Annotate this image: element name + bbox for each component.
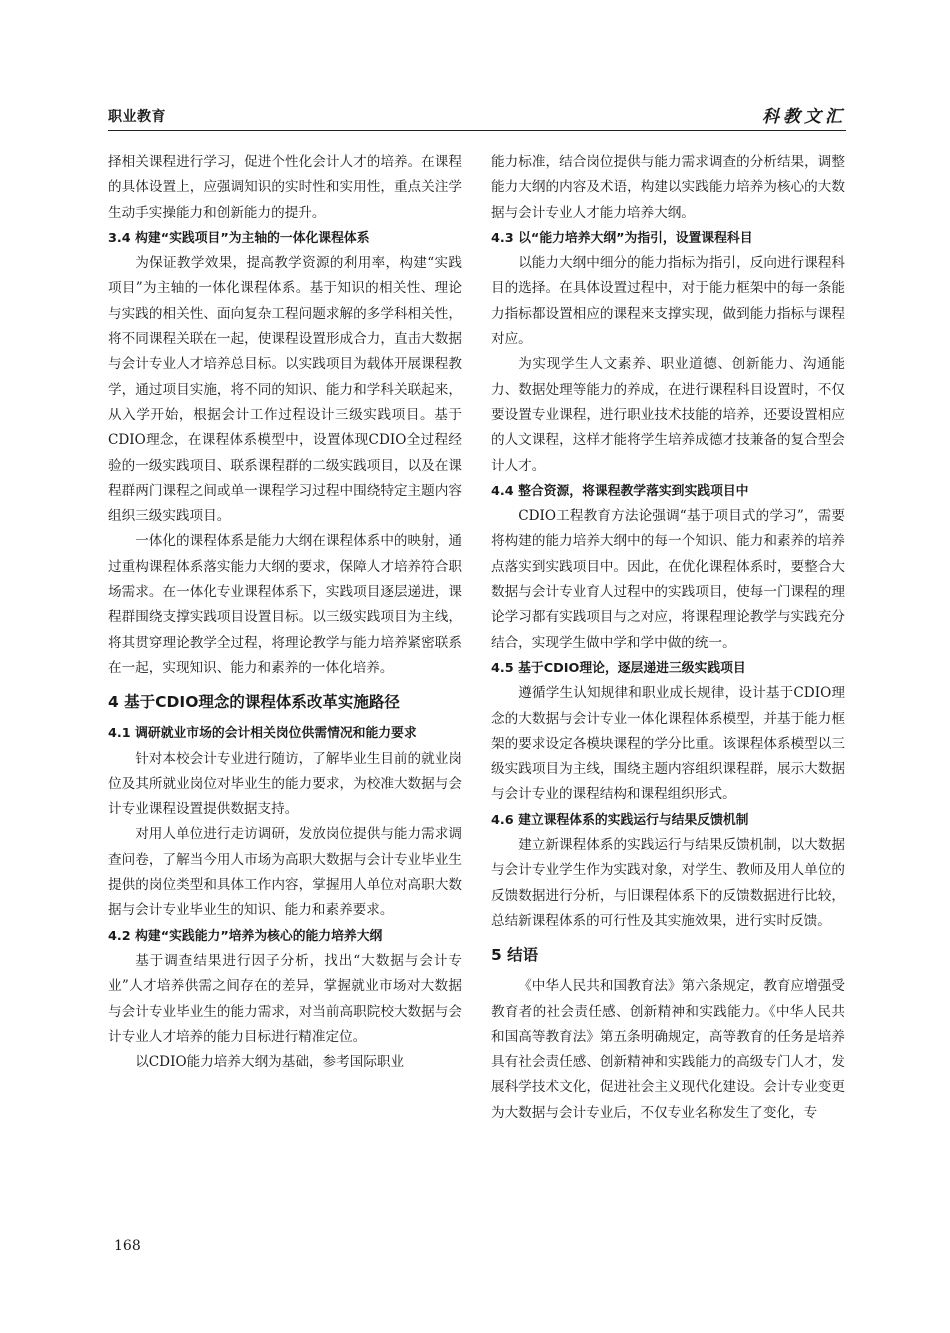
heading-4-5: 4.5 基于CDIO理论，逐层递进三级实践项目 bbox=[491, 660, 746, 676]
paragraph: 以CDIO能力培养大纲为基础，参考国际职业 bbox=[135, 1054, 405, 1071]
section-label: 职业教育 bbox=[108, 109, 166, 125]
paragraph: 基于调查结果进行因子分析，找出“大数据与会计专业”人才培养供需之间存在的差异，掌握就业市场对大数据与会计专业毕业生的能力需求，对当前高职院校大数据与会计专业人才培养的能力目标进行精准定位。 bbox=[108, 952, 462, 1045]
running-header bbox=[108, 104, 846, 132]
paragraph: 针对本校会计专业进行随访，了解毕业生目前的就业岗位及其所就业岗位对毕业生的能力要求，为校准大数据与会计专业课程设置提供数据支持。 bbox=[108, 750, 462, 818]
paragraph: 择相关课程进行学习，促进个性化会计人才的培养。在课程的具体设置上，应强调知识的实时性和实用性，重点关注学生动手实操能力和创新能力的提升。 bbox=[108, 154, 462, 221]
paragraph: 对用人单位进行走访调研，发放岗位提供与能力需求调查问卷，了解当今用人市场为高职大数据与会计专业毕业生提供的岗位类型和具体工作内容，掌握用人单位对高职大数据与会计专业毕业生的知识、能力和素养要求。 bbox=[108, 826, 462, 919]
heading-3-4: 3.4 构建“实践项目”为主轴的一体化课程体系 bbox=[108, 230, 370, 246]
paragraph: 建立新课程体系的实践运行与结果反馈机制，以大数据与会计专业学生作为实践对象，对学生、教师及用人单位的反馈数据进行分析，与旧课程体系下的反馈数据进行比较，总结新课程体系的可行性及其实施效果，进行实时反馈。 bbox=[491, 837, 845, 929]
heading-4-1: 4.1 调研就业市场的会计相关岗位供需情况和能力要求 bbox=[108, 726, 417, 742]
paragraph: 一体化的课程体系是能力大纲在课程体系中的映射，通过重构课程体系落实能力大纲的要求，保障人才培养符合职场需求。在一体化专业课程体系下，实践项目逐层递进，课程群围绕支撑实践项目设置目标。以三级实践项目为主线，将其贯穿理论教学全过程，将理论教学与能力培养紧密联系在一起，实现知识、能力和素养的一体化培养。 bbox=[108, 533, 462, 676]
heading-5: 5 结语 bbox=[491, 946, 539, 965]
left-column bbox=[108, 150, 462, 1075]
heading-4-3: 4.3 以“能力培养大纲”为指引，设置课程科目 bbox=[491, 230, 753, 246]
paragraph: 以能力大纲中细分的能力指标为指引，反向进行课程科目的选择。在具体设置过程中，对于能力框架中的每一条能力指标都设置相应的课程来支撑实现，做到能力指标与课程对应。 bbox=[491, 255, 845, 348]
paragraph: CDIO工程教育方法论强调“基于项目式的学习”，需要将构建的能力培养大纲中的每一个知识、能力和素养的培养点落实到实践项目中。因此，在优化课程体系时，要整合大数据与会计专业育人过程中的实践项目，使每一门课程的理论学习都有实践项目与之对应，将课程理论教学与实践充分结合，实现学生做中学和学中做的统一。 bbox=[491, 508, 845, 651]
heading-4-6: 4.6 建立课程体系的实践运行与结果反馈机制 bbox=[491, 812, 749, 828]
heading-4-4: 4.4 整合资源，将课程教学落实到实践项目中 bbox=[491, 483, 749, 499]
heading-4-2: 4.2 构建“实践能力”培养为核心的能力培养大纲 bbox=[108, 928, 383, 944]
paragraph: 为实现学生人文素养、职业道德、创新能力、沟通能力、数据处理等能力的养成，在进行课程科目设置时，不仅要设置专业课程，进行职业技术技能的培养，还要设置相应的人文课程，这样才能将学生培养成德才技兼备的复合型会计人才。 bbox=[491, 356, 845, 474]
journal-name: 科教文汇 bbox=[762, 107, 846, 127]
right-column bbox=[491, 150, 845, 1126]
paragraph: 《中华人民共和国教育法》第六条规定，教育应增强受教育者的社会责任感、创新精神和实践能力。《中华人民共和国高等教育法》第五条明确规定，高等教育的任务是培养具有社会责任感、创新精神和实践能力的高级专门人才，发展科学技术文化，促进社会主义现代化建设。会计专业变更为大数据与会计专业后，不仅专业名称发生了变化，专 bbox=[491, 978, 845, 1121]
paragraph: 能力标准，结合岗位提供与能力需求调查的分析结果，调整能力大纲的内容及术语，构建以实践能力培养为核心的大数据与会计专业人才能力培养大纲。 bbox=[491, 154, 845, 221]
heading-4: 4 基于CDIO理念的课程体系改革实施路径 bbox=[108, 693, 400, 712]
page-number: 168 bbox=[114, 1238, 141, 1254]
header-rule bbox=[108, 130, 846, 131]
paragraph: 遵循学生认知规律和职业成长规律，设计基于CDIO理念的大数据与会计专业一体化课程体系模型，并基于能力框架的要求设定各模块课程的学分比重。该课程体系模型以三级实践项目为主线，围绕主题内容组织课程群，展示大数据与会计专业的课程结构和课程组织形式。 bbox=[491, 685, 845, 803]
paragraph: 为保证教学效果，提高教学资源的利用率，构建“实践项目”为主轴的一体化课程体系。基于知识的相关性、理论与实践的相关性、面向复杂工程问题求解的多学科相关性，将不同课程关联在一起，使课程设置形成合力，直击大数据与会计专业人才培养总目标。以实践项目为载体开展课程教学，通过项目实施，将不同的知识、能力和学科关联起来，从入学开始，根据会计工作过程设计三级实践项目。基于CDIO理念，在课程体系模型中，设置体现CDIO全过程经验的一级实践项目、联系课程群的二级实践项目，以及在课程群两门课程之间或单一课程学习过程中围绕特定主题内容组织三级实践项目。 bbox=[108, 255, 462, 525]
